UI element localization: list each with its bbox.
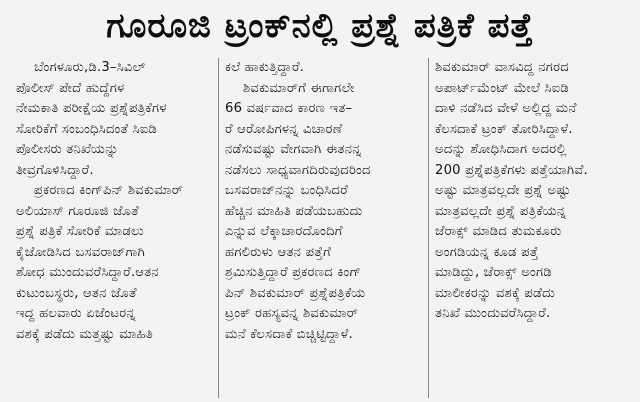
article-line: ಪೊಲೀಸರು ತನಿಖೆಯನ್ನು <box>16 142 119 157</box>
article-line: ಬೆಂಗಳೂರು,ಡಿ.3–ಸಿವಿಲ್ <box>34 60 146 75</box>
article-line: ಸೋರಿಕೆಗೆ ಸಂಬಂಧಿಸಿದಂತೆ ಸಿಐಡಿ <box>16 121 158 137</box>
article-line: ಅದನ್ನು ಶೋಧಿಸಿದಾಗ ಅದರಲ್ಲಿ <box>435 142 567 157</box>
article-line: ಮಾಲೀಕರನ್ನು ವಶಕ್ಕೆ ಪಡೆದು <box>435 285 556 301</box>
article-column-2 <box>218 58 428 398</box>
article-line: ಟ್ರಂಕ್ ರಹಸ್ಯವನ್ನ ಶಿವಕುಮಾರ್ <box>225 306 359 321</box>
article-line: ಕುಟುಂಬಸ್ಥರು, ಆತನ ಜೊತೆ <box>16 285 137 301</box>
article-line: ಹೆಚ್ಚಿನ ಮಾಹಿತಿ ಪಡೆಯಬಹುದು <box>225 203 363 219</box>
article-body <box>10 58 634 398</box>
article-line: ಹಗಲಿರುಳು ಆತನ ಪತ್ತೆಗೆ <box>225 244 331 260</box>
article-line: ಅಲಿಯಾಸ್ ಗೂರೂಜಿ ಜೊತೆ <box>16 203 139 219</box>
article-line: ಶ್ರಮಿಸುತ್ತಿದ್ದಾರೆ ಪ್ರಕರಣದ ಕಿಂಗ್ <box>225 265 362 280</box>
article-line: ಕೈಜೋಡಿಸಿದ ಬಸವರಾಜ್‌ಗಾಗಿ <box>16 244 146 260</box>
headline: ಗೂರೂಜಿ ಟ್ರಂಕ್‌ನಲ್ಲಿ ಪ್ರಶ್ನೆ ಪತ್ರಿಕೆ ಪತ್ತೆ <box>106 6 534 46</box>
article-line: ಕಲೆ ಹಾಕುತ್ತಿದ್ದಾರೆ. <box>225 60 305 75</box>
article-line: ಅಷ್ಟು ಮಾತ್ರವಲ್ಲದೇ ಪ್ರಶ್ನೆ ಅಷ್ಟು <box>435 183 571 198</box>
article-line: 66 ವರ್ಷವಾದ ಕಾರಣ ಇತ– <box>225 101 353 116</box>
article-line: ಮಾತ್ರವಲ್ಲದೇ ಪ್ರಶ್ನೆ ಪತ್ರಿಕೆಯನ್ನ <box>435 203 567 219</box>
article-line: 200 ಪ್ರಶ್ನೆಪತ್ರಿಕೆಗಳು ಪತ್ತೆಯಾಗಿವೆ. <box>435 162 588 178</box>
article-line: ನಡೆಸುವಷ್ಟು ವೇಗವಾಗಿ ಈತನನ್ನ <box>225 142 362 157</box>
article-line: ಶಿವಕುಮಾರ್ ವಾಸವಿದ್ದ ನಗರದ <box>435 60 569 75</box>
article-line: ಇದ್ದ ಹಲವಾರು ಏಜೆಂಟರನ್ನ <box>16 306 136 321</box>
article-line: ನೇಮಕಾತಿ ಪರೀಕ್ಷೆಯ ಪ್ರಶ್ನೆಪತ್ರಿಕೆಗಳ <box>16 101 167 116</box>
article-line: ಎನ್ನುವ ಲೆಕ್ಕಾಚಾರದೊಂದಿಗೆ <box>225 224 343 239</box>
article-line: ನಡೆಸಲು ಸಾಧ್ಯವಾಗದಿರುವುದರಿಂದ <box>225 162 371 178</box>
article-line: ತೀವ್ರಗೊಳಿಸಿದ್ದಾರೆ. <box>16 162 94 178</box>
article-line: ಪೊಲೀಸ್ ಪೇದೆ ಹುದ್ದೆಗಳ <box>16 80 125 96</box>
article-line: ಪ್ರಕರಣದ ಕಿಂಗ್‌ಪಿನ್ ಶಿವಕುಮಾರ್ <box>34 183 184 198</box>
article-line: ಶೋಧ ಮುಂದುವರೆಸಿದ್ದಾರೆ.ಆತನ <box>16 265 159 280</box>
article-column-1 <box>10 58 218 398</box>
article-line: ದಾಳಿ ನಡೆಸಿದ ವೇಳೆ ಅಲ್ಲಿದ್ದ ಮನೆ <box>435 101 577 116</box>
article-line: ಕೆಲಸದಾಕೆ ಟ್ರಂಕ್ ತೋರಿಸಿದ್ದಾಳೆ. <box>435 121 573 137</box>
article-line: ರೆ ಆರೋಪಿಗಳನ್ನ ವಿಚಾರಣೆ <box>225 121 343 137</box>
article-line: ಅಂಗಡಿಯನ್ನ ಕೂಡ ಪತ್ತೆ <box>435 244 539 260</box>
article-line: ಮನೆ ಕೆಲಸದಾಕೆ ಬಿಚ್ಚಿಟ್ಟಿದ್ದಾಳೆ. <box>225 326 353 342</box>
article-column-3 <box>428 58 634 398</box>
article-line: ಜೆರಾಕ್ಸ್ ಮಾಡಿದ ತುಮಕೂರು <box>435 224 562 239</box>
article-line: ಶಿವಕುಮಾರ್‌ಗೆ ಈಗಾಗಲೇ <box>243 80 355 96</box>
article-line: ವಶಕ್ಕೆ ಪಡೆದು ಮತ್ತಷ್ಟು ಮಾಹಿತಿ <box>16 326 154 342</box>
article-line: ತನಿಖೆ ಮುಂದುವರೆಸಿದ್ದಾರೆ. <box>435 306 551 321</box>
article-line: ಅಪಾರ್ಟ್‌ಮೆಂಟ್ ಮೇಲೆ ಸಿಐಡಿ <box>435 80 569 96</box>
article-line: ಬಸವರಾಜ್‌ನನ್ನು ಬಂಧಿಸಿದರೆ <box>225 183 348 198</box>
article-line: ಮಾಡಿದ್ದು, ಜೆರಾಕ್ಸ್ ಅಂಗಡಿ <box>435 265 552 280</box>
article-line: ಪಿನ್ ಶಿವಕುಮಾರ್ ಪ್ರಶ್ನೆಪತ್ರಿಕೆಯ <box>225 285 366 301</box>
article-line: ಪ್ರಶ್ನೆ ಪತ್ರಿಕೆ ಸೋರಿಕೆ ಮಾಡಲು <box>16 224 144 239</box>
